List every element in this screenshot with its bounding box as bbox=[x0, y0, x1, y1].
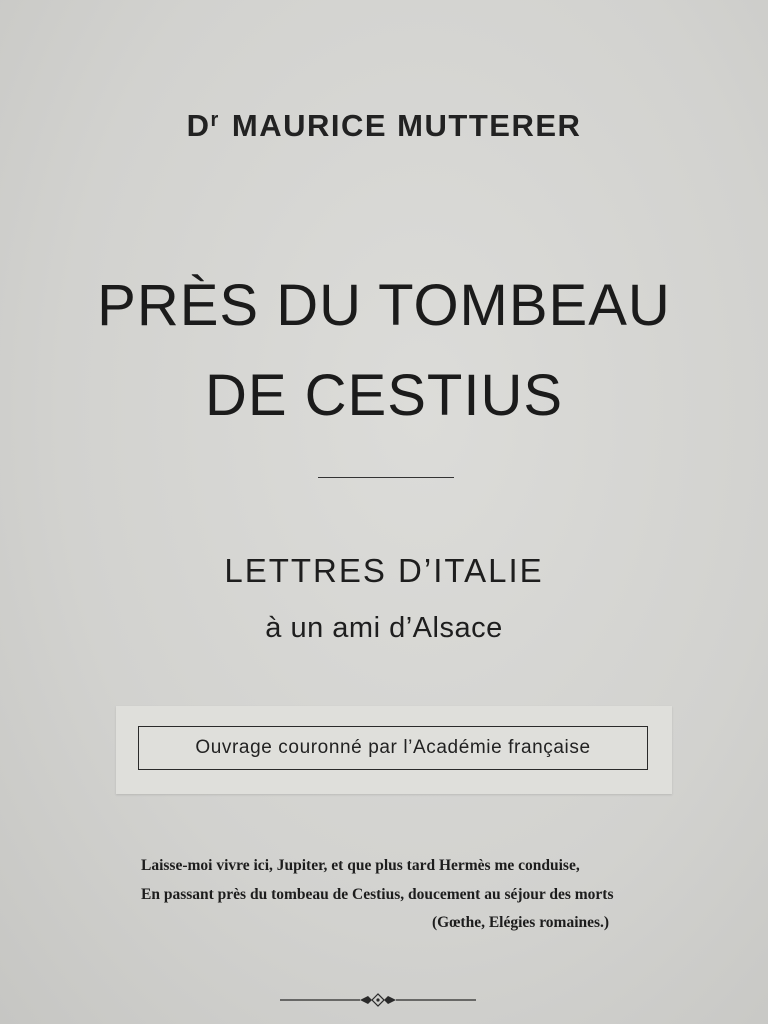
author-prefix: D bbox=[186, 108, 211, 143]
author-line bbox=[0, 108, 768, 144]
subtitle-line-1: LETTRES D’ITALIE bbox=[224, 552, 544, 589]
title-divider bbox=[318, 477, 454, 478]
fleuron-rule-icon bbox=[280, 990, 476, 1010]
subtitle-line-2: à un ami d’Alsace bbox=[265, 612, 503, 644]
epigraph-line-1: Laisse-moi vivre ici, Jupiter, et que plus tard Hermès me conduise, bbox=[141, 857, 580, 874]
book-title-line-2: DE CESTIUS bbox=[204, 363, 564, 428]
epigraph-attribution: (Gœthe, Elégies romaines.) bbox=[432, 914, 610, 931]
epigraph-line-2: En passant près du tombeau de Cestius, doucement au séjour des morts bbox=[141, 886, 614, 903]
author-name: MAURICE MUTTERER bbox=[231, 108, 582, 143]
book-title-line-1: PRÈS DU TOMBEAU bbox=[97, 273, 671, 338]
award-label-box: Ouvrage couronné par l’Académie française bbox=[138, 726, 648, 770]
author-prefix-superscript: r bbox=[210, 109, 220, 131]
pasted-award-label bbox=[116, 706, 672, 794]
